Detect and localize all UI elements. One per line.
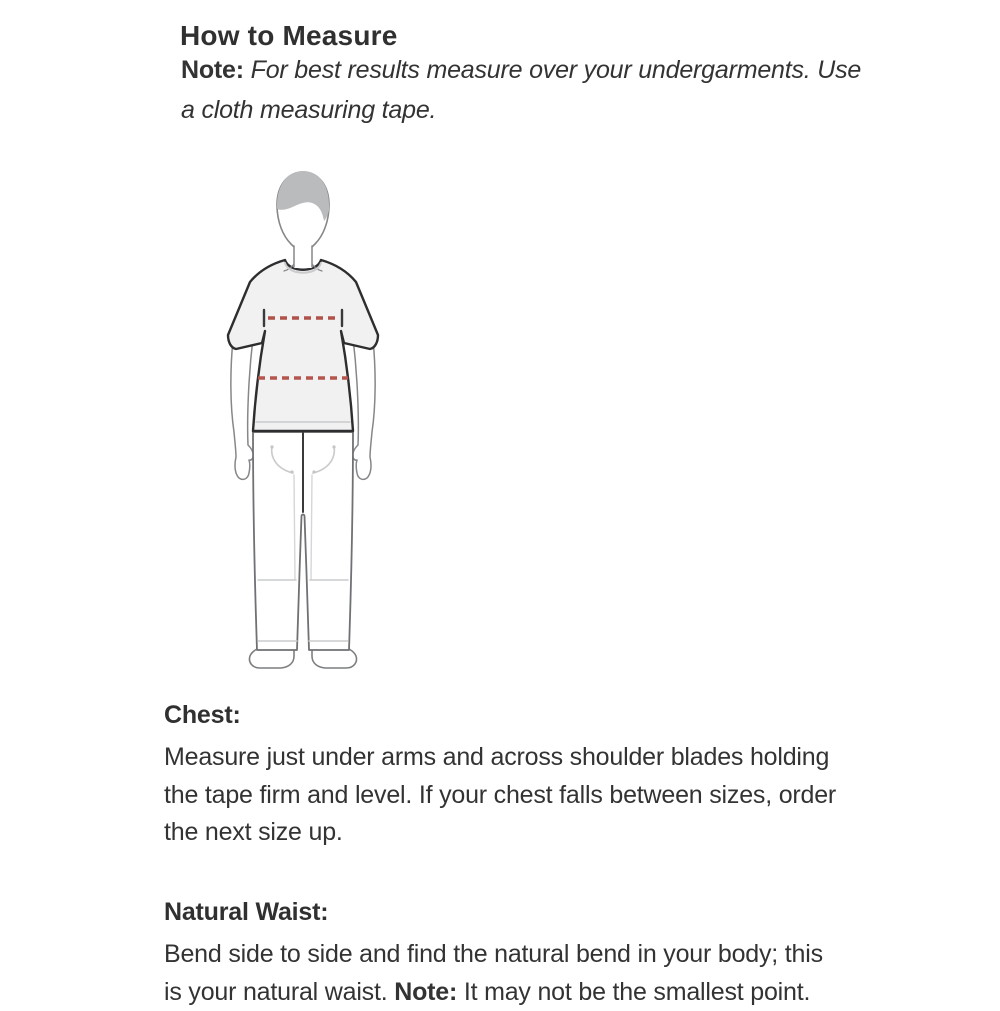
measurement-figure [203, 160, 403, 680]
pocket-rivet [270, 445, 273, 448]
neck [294, 246, 312, 268]
measure-note [181, 50, 921, 130]
note-text-line2: a cloth measuring tape. [181, 96, 436, 124]
pocket-rivet [332, 445, 335, 448]
chest-instructions-line: the next size up. [164, 814, 924, 852]
left-panel-seam [294, 475, 295, 579]
chest-instructions-line: the tape firm and level. If your chest falls between sizes, order [164, 777, 924, 815]
body-diagram-svg [203, 160, 403, 680]
waist-instructions-line: is your natural waist. Note: It may not be the smallest point. [164, 974, 924, 1011]
pants [253, 432, 353, 650]
chest-instructions-line: Measure just under arms and across shoulder blades holding [164, 739, 924, 777]
note-label: Note: [181, 56, 244, 84]
right-arm [353, 338, 375, 479]
natural-waist-heading: Natural Waist: [164, 898, 924, 926]
natural-waist-section [164, 898, 924, 1011]
left-arm [231, 338, 253, 479]
waist-instructions-line: Bend side to side and find the natural bend in your body; this [164, 936, 924, 974]
pocket-rivet [312, 470, 315, 473]
head [277, 171, 329, 273]
chest-section [164, 701, 924, 852]
right-panel-seam [311, 475, 312, 579]
t-shirt [228, 260, 378, 431]
inline-note-label: Note: [394, 978, 457, 1006]
chest-heading: Chest: [164, 701, 924, 729]
pocket-rivet [290, 470, 293, 473]
note-text-line1: For best results measure over your undergarments. Use [251, 56, 862, 84]
page-title: How to Measure [180, 20, 398, 52]
